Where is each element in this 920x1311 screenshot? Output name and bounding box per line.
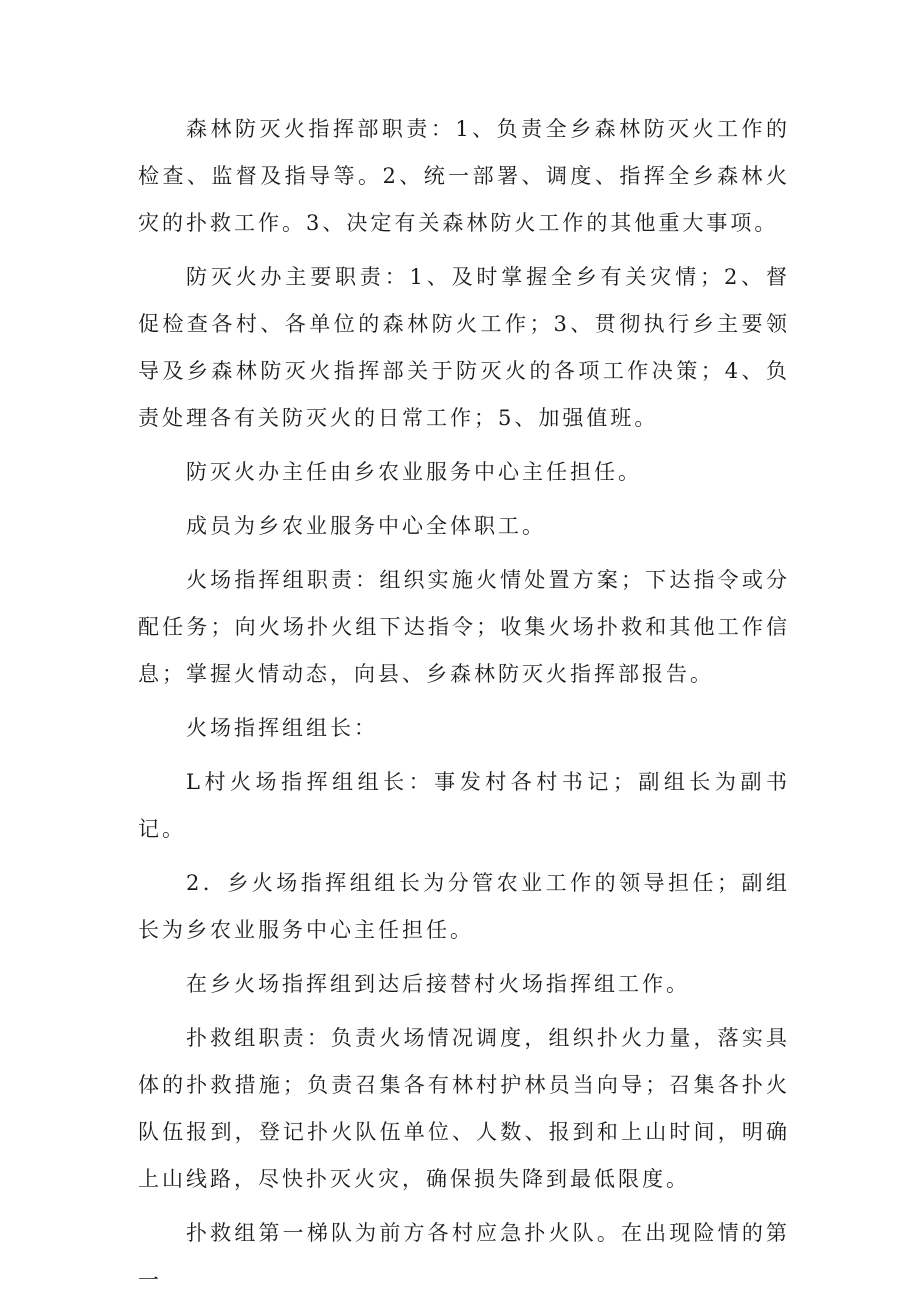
paragraph-fire-office-duties: 防灭火办主要职责：1、及时掌握全乡有关灾情；2、督促检查各村、各单位的森林防火工作；3、贯彻执行乡主要领导及乡森林防灭火指挥部关于防灭火的各项工作决策；4、负责处理各有关防灭火的日常工作；5、加强值班。 [138,265,790,430]
paragraph-office-director: 防灭火办主任由乡农业服务中心主任担任。 [186,460,642,484]
paragraph-office-members: 成员为乡农业服务中心全体职工。 [186,514,546,538]
paragraph-township-leader: 2．乡火场指挥组组长为分管农业工作的领导担任；副组长为乡农业服务中心主任担任。 [138,871,790,942]
paragraph-fire-command-duties: 森林防灭火指挥部职责：1、负责全乡森林防灭火工作的检查、监督及指导等。2、统一部署、调度、指挥全乡森林火灾的扑救工作。3、决定有关森林防火工作的其他重大事项。 [138,117,790,235]
paragraph-field-command-leader-heading: 火场指挥组组长： [186,716,378,740]
paragraph-first-echelon: 扑救组第一梯队为前方各村应急扑火队。在出现险情的第一 [138,1221,790,1292]
paragraph-rescue-group-duties: 扑救组职责：负责火场情况调度，组织扑火力量，落实具体的扑救措施；负责召集各有林村护林员当向导；召集各扑火队伍报到，登记扑火队伍单位、人数、报到和上山时间，明确上山线路，尽快扑灭火灾，确保损失降到最低限度。 [138,1026,790,1191]
paragraph-field-command-duties: 火场指挥组职责：组织实施火情处置方案；下达指令或分配任务；向火场扑火组下达指令；收集火场扑救和其他工作信息；掌握火情动态，向县、乡森林防灭火指挥部报告。 [138,568,790,686]
paragraph-handover: 在乡火场指挥组到达后接替村火场指挥组工作。 [186,972,690,996]
paragraph-village-leader: L村火场指挥组组长：事发村各村书记；副组长为副书记。 [138,770,790,841]
document-body [138,106,790,1311]
